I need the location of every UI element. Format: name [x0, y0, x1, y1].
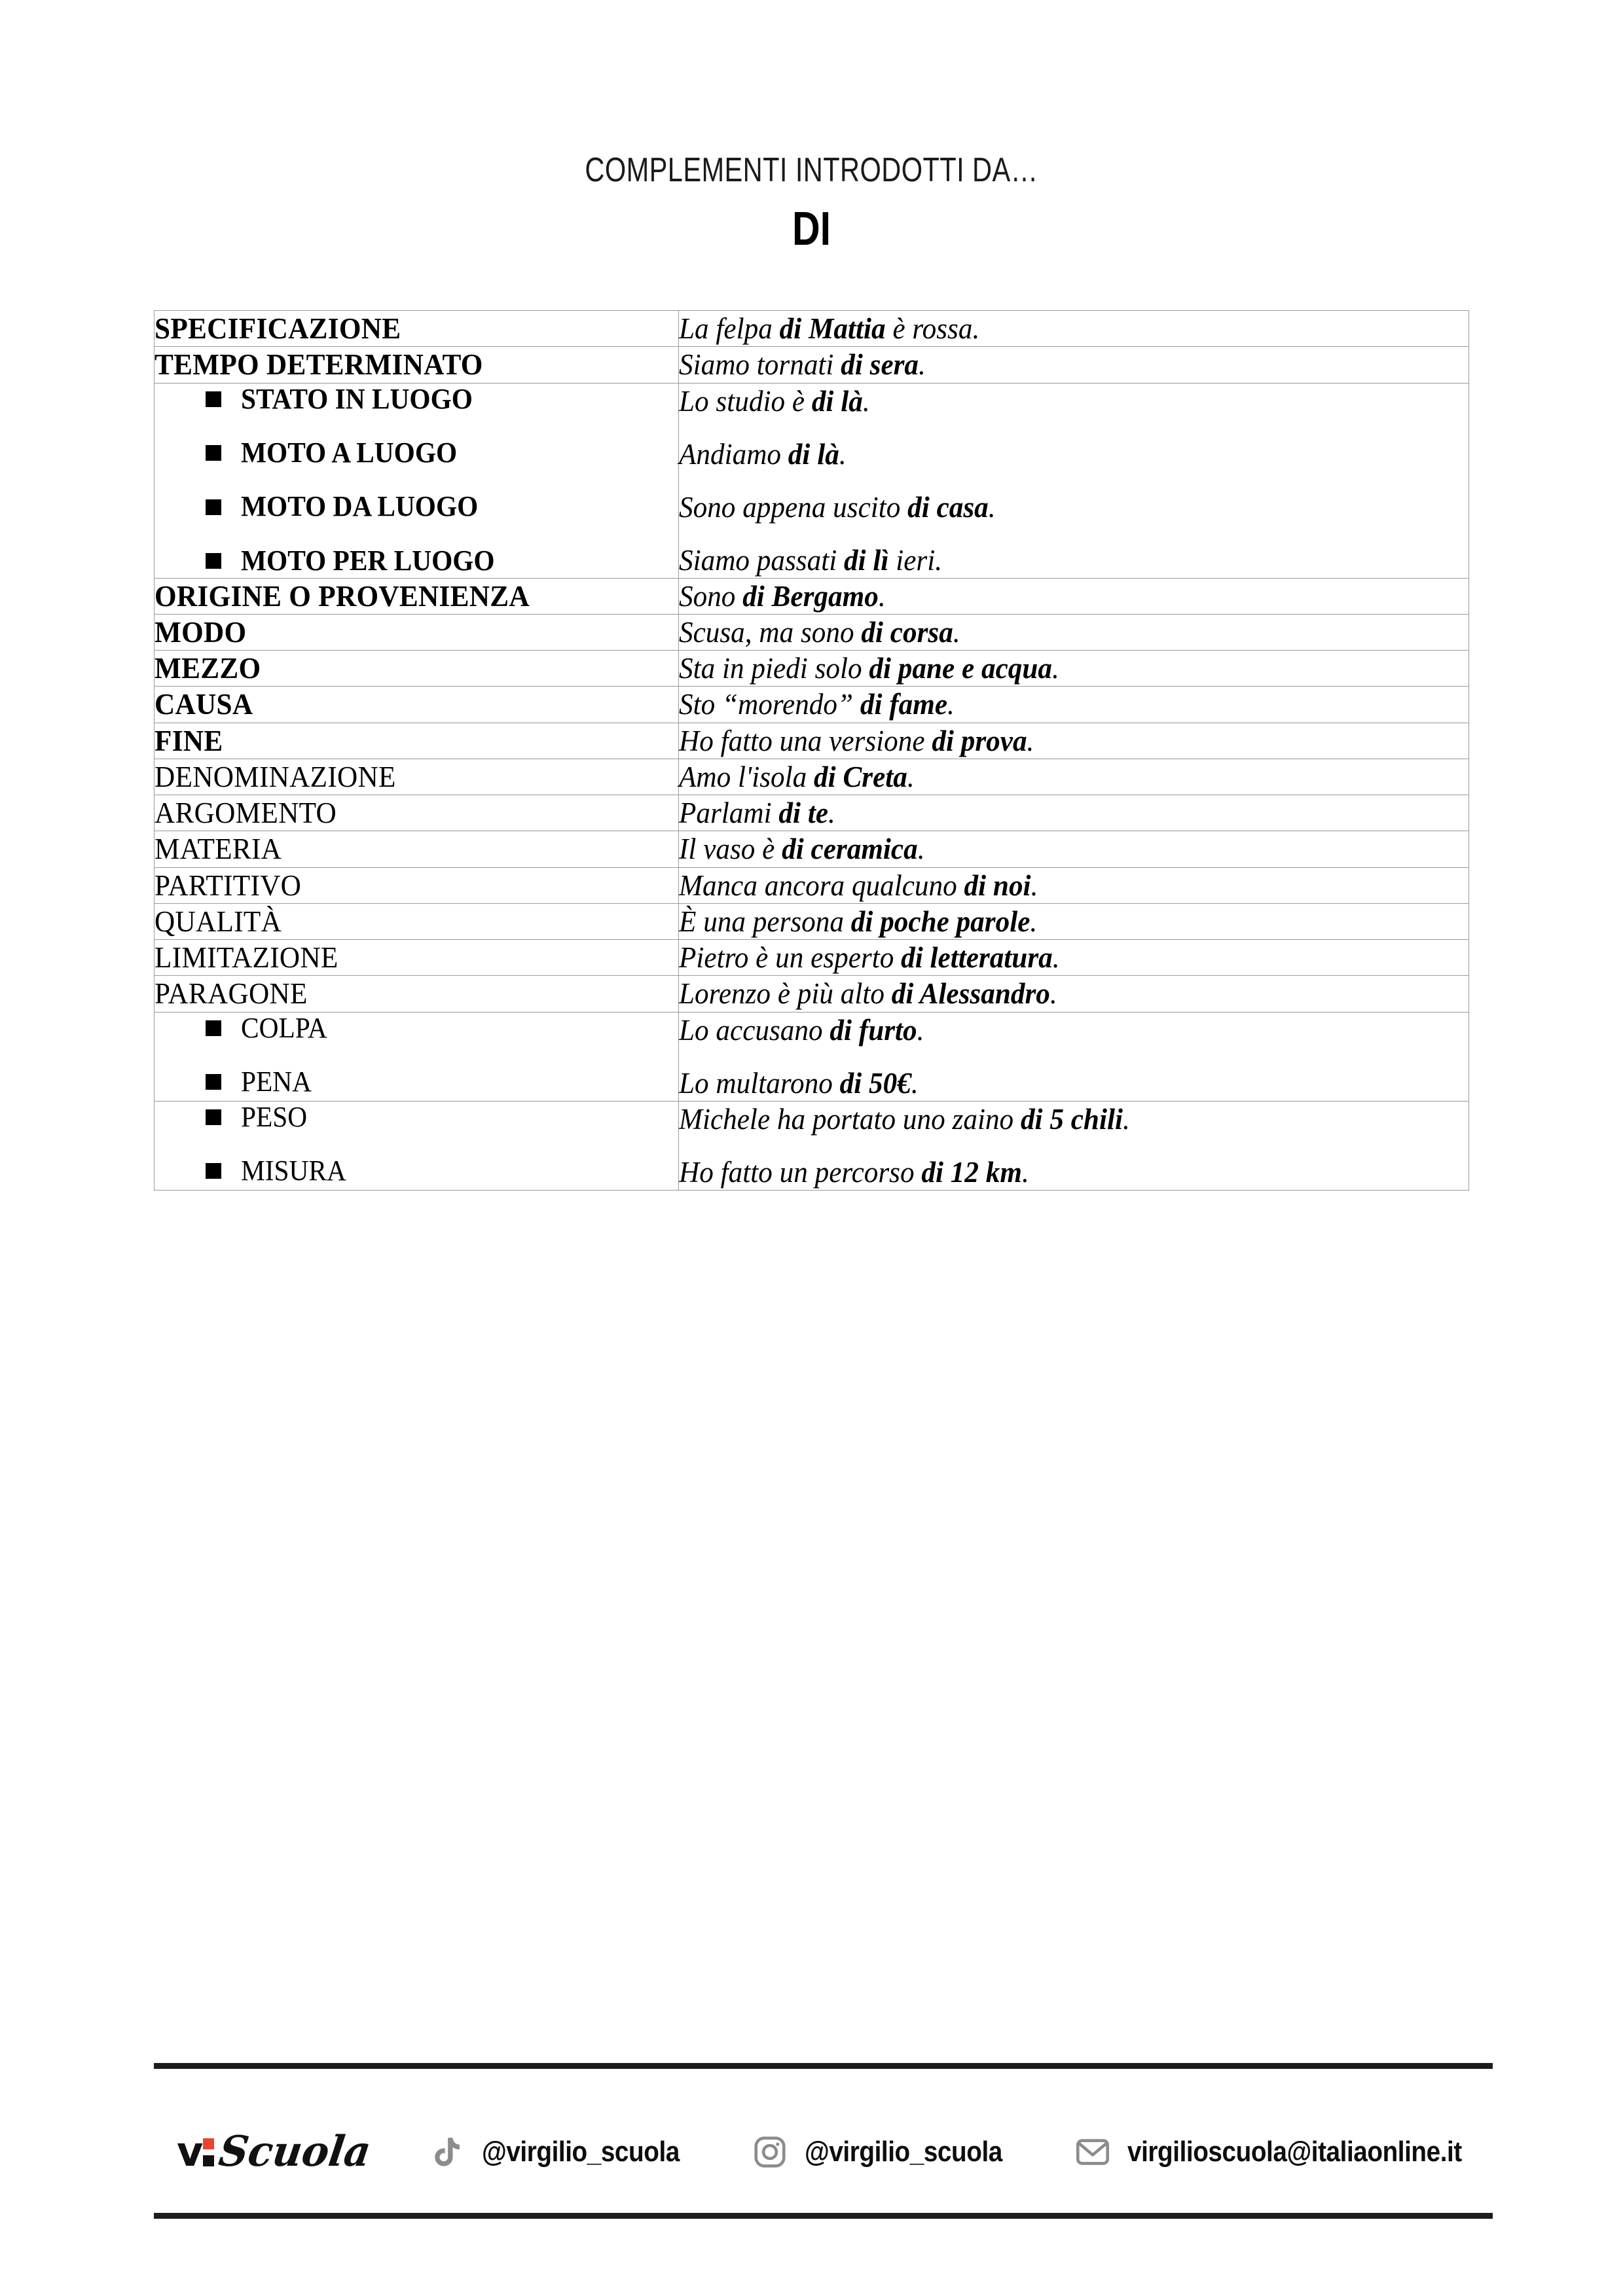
table-row [155, 795, 1469, 831]
row-label-text: MATERIA [155, 832, 282, 866]
row-label-cell [155, 759, 679, 795]
list-item [155, 437, 678, 469]
page-title: DI [792, 203, 831, 256]
instagram-icon [750, 2132, 790, 2172]
email-address: virgilioscuola@italiaonline.it [1127, 2136, 1462, 2168]
row-label-text: MODO [155, 615, 247, 649]
sub-label-text: COLPA [241, 1011, 327, 1044]
row-label-cell [155, 867, 679, 903]
row-label-cell [155, 1012, 679, 1101]
row-label-text: ORIGINE O PROVENIENZA [155, 579, 530, 613]
row-label-cell [155, 614, 679, 650]
row-label-cell [155, 723, 679, 759]
table-row [155, 940, 1469, 976]
social-instagram[interactable] [750, 2132, 1029, 2172]
row-label-cell [155, 578, 679, 614]
row-example-cell [679, 723, 1469, 759]
row-label-text: MEZZO [155, 651, 261, 685]
row-example-cell [679, 831, 1469, 867]
example-highlight: di là [811, 384, 863, 418]
list-item [155, 491, 678, 522]
example-highlight: di furto [830, 1013, 917, 1047]
brand-mark-letter: v [177, 2128, 202, 2176]
row-example-cell [679, 687, 1469, 723]
example-highlight: di casa [907, 490, 989, 524]
row-label-text: QUALITÀ [155, 904, 282, 938]
tiktok-handle: @virgilio_scuola [481, 2136, 680, 2168]
row-label-cell [155, 1101, 679, 1190]
list-item [155, 1155, 678, 1187]
sub-label-text: MOTO DA LUOGO [241, 490, 479, 523]
list-item [155, 1013, 678, 1044]
example-sentence: È una persona di poche parole. [679, 905, 1038, 938]
table-row [155, 867, 1469, 903]
row-label-cell [155, 831, 679, 867]
example-highlight: di sera [841, 348, 919, 382]
example-sentence: Amo l'isola di Creta. [679, 760, 915, 793]
brand-logo [177, 2127, 377, 2176]
example-highlight: di 50€ [839, 1066, 911, 1100]
row-label-cell [155, 903, 679, 939]
square-bullet-icon [206, 1074, 221, 1090]
email-icon [1072, 2132, 1113, 2172]
row-label-text: CAUSA [155, 687, 253, 721]
example-highlight: di Alessandro [891, 977, 1050, 1011]
example-sentence: Siamo tornati di sera. [679, 348, 926, 382]
square-bullet-icon [206, 445, 221, 461]
table-row [155, 976, 1469, 1012]
sub-label-text: PESO [241, 1100, 308, 1133]
example-sentence: Lorenzo è più alto di Alessandro. [679, 977, 1057, 1011]
example-highlight: di prova [932, 724, 1027, 757]
sub-label-text: MOTO A LUOGO [241, 436, 458, 469]
sub-label-text: STATO IN LUOGO [241, 382, 473, 415]
row-example-cell [679, 383, 1469, 578]
complements-table [154, 310, 1469, 1191]
table-body [155, 311, 1469, 1191]
example-highlight: di 12 km [921, 1155, 1023, 1189]
row-example-cell [679, 578, 1469, 614]
row-label-text: TEMPO DETERMINATO [155, 348, 483, 382]
row-label-text: SPECIFICAZIONE [155, 312, 401, 345]
row-label-text: DENOMINAZIONE [155, 759, 396, 793]
example-sentence: Parlami di te. [679, 797, 835, 830]
row-label-cell [155, 651, 679, 687]
example-highlight: di pane e acqua [869, 652, 1052, 685]
row-example-cell [679, 1101, 1469, 1190]
sub-label-text: MISURA [241, 1155, 346, 1187]
row-example-cell [679, 1012, 1469, 1101]
row-label-cell [155, 383, 679, 578]
row-label-cell [155, 311, 679, 347]
sub-label-text: PENA [241, 1066, 312, 1098]
example-highlight: di Bergamo [742, 579, 879, 613]
example-sentence: Ho fatto un percorso di 12 km. [679, 1155, 1029, 1189]
page-kicker: COMPLEMENTI INTRODOTTI DA… [585, 151, 1038, 189]
example-sentence: Siamo passati di lì ieri. [679, 543, 943, 577]
example-sentence: Lo multarono di 50€. [679, 1066, 919, 1100]
example-highlight: di 5 chili [1020, 1102, 1123, 1136]
table-row [155, 759, 1469, 795]
row-example-cell [679, 940, 1469, 976]
example-sentence: Ho fatto una versione di prova. [679, 724, 1034, 757]
instagram-handle: @virgilio_scuola [804, 2136, 1002, 2168]
sub-label-list [155, 1102, 678, 1187]
row-label-text: LIMITAZIONE [155, 941, 338, 975]
table-row [155, 903, 1469, 939]
row-label-cell [155, 687, 679, 723]
example-highlight: di letteratura [901, 941, 1053, 975]
list-item [155, 1066, 678, 1098]
row-label-text: PARAGONE [155, 977, 308, 1011]
brand-colon-icon [203, 2138, 214, 2166]
example-highlight: di te [778, 797, 828, 830]
example-sentence: Lo studio è di là. [679, 384, 870, 418]
table-row [155, 578, 1469, 614]
row-label-cell [155, 795, 679, 831]
example-sentence: Manca ancora qualcuno di noi. [679, 869, 1038, 902]
square-bullet-icon [206, 499, 221, 515]
example-highlight: di corsa [861, 615, 953, 649]
row-label-cell [155, 347, 679, 383]
row-example-cell [679, 347, 1469, 383]
example-sentence: Sono appena uscito di casa. [679, 490, 996, 524]
footer-bar [154, 2113, 1493, 2191]
row-label-cell [155, 940, 679, 976]
example-sentence: Sono di Bergamo. [679, 579, 886, 613]
example-sentence: Il vaso è di ceramica. [679, 833, 925, 866]
row-example-cell [679, 903, 1469, 939]
footer-rule-bottom [154, 2213, 1493, 2219]
example-sentence: Pietro è un esperto di letteratura. [679, 941, 1060, 975]
sub-label-list [155, 1013, 678, 1098]
row-label-text: ARGOMENTO [155, 796, 337, 830]
row-example-cell [679, 614, 1469, 650]
example-sentence: Scusa, ma sono di corsa. [679, 615, 960, 649]
square-bullet-icon [206, 391, 221, 407]
square-bullet-icon [206, 1163, 221, 1179]
square-bullet-icon [206, 1020, 221, 1036]
table-row [155, 614, 1469, 650]
example-sentence: Michele ha portato uno zaino di 5 chili. [679, 1102, 1130, 1136]
social-email[interactable] [1072, 2132, 1507, 2172]
row-example-cell [679, 311, 1469, 347]
list-item [155, 545, 678, 577]
row-example-cell [679, 651, 1469, 687]
table-row [155, 831, 1469, 867]
sub-label-text: MOTO PER LUOGO [241, 544, 495, 577]
footer-rule-top [154, 2063, 1493, 2069]
example-highlight: di noi [964, 869, 1031, 902]
table-row [155, 1012, 1469, 1101]
row-example-cell [679, 795, 1469, 831]
table-row [155, 383, 1469, 578]
sub-label-list [155, 384, 678, 577]
row-example-cell [679, 867, 1469, 903]
table-row [155, 651, 1469, 687]
example-highlight: di lì [844, 543, 889, 577]
table-row [155, 1101, 1469, 1190]
list-item [155, 1102, 678, 1133]
table-row [155, 347, 1469, 383]
row-example-cell [679, 976, 1469, 1012]
row-example-cell [679, 759, 1469, 795]
table-row [155, 687, 1469, 723]
page-header [0, 152, 1623, 255]
row-label-text: FINE [155, 723, 223, 757]
square-bullet-icon [206, 553, 221, 569]
brand-wordmark: Scuola [216, 2127, 374, 2176]
tiktok-icon [427, 2132, 467, 2172]
example-highlight: di Creta [814, 760, 907, 793]
row-label-text: PARTITIVO [155, 868, 302, 902]
example-highlight: di ceramica [782, 833, 918, 866]
example-highlight: di là [788, 437, 839, 471]
list-item [155, 384, 678, 415]
example-highlight: di fame [860, 688, 948, 721]
row-label-cell [155, 976, 679, 1012]
example-sentence: Sto “morendo” di fame. [679, 688, 955, 721]
example-sentence: Andiamo di là. [679, 437, 847, 471]
table-row [155, 311, 1469, 347]
example-sentence: La felpa di Mattia è rossa. [679, 312, 980, 345]
example-highlight: di poche parole [850, 905, 1030, 938]
table-row [155, 723, 1469, 759]
example-sentence: Lo accusano di furto. [679, 1013, 924, 1047]
social-tiktok[interactable] [427, 2132, 706, 2172]
example-sentence: Sta in piedi solo di pane e acqua. [679, 652, 1059, 685]
example-highlight: di Mattia [779, 312, 886, 345]
square-bullet-icon [206, 1109, 221, 1125]
